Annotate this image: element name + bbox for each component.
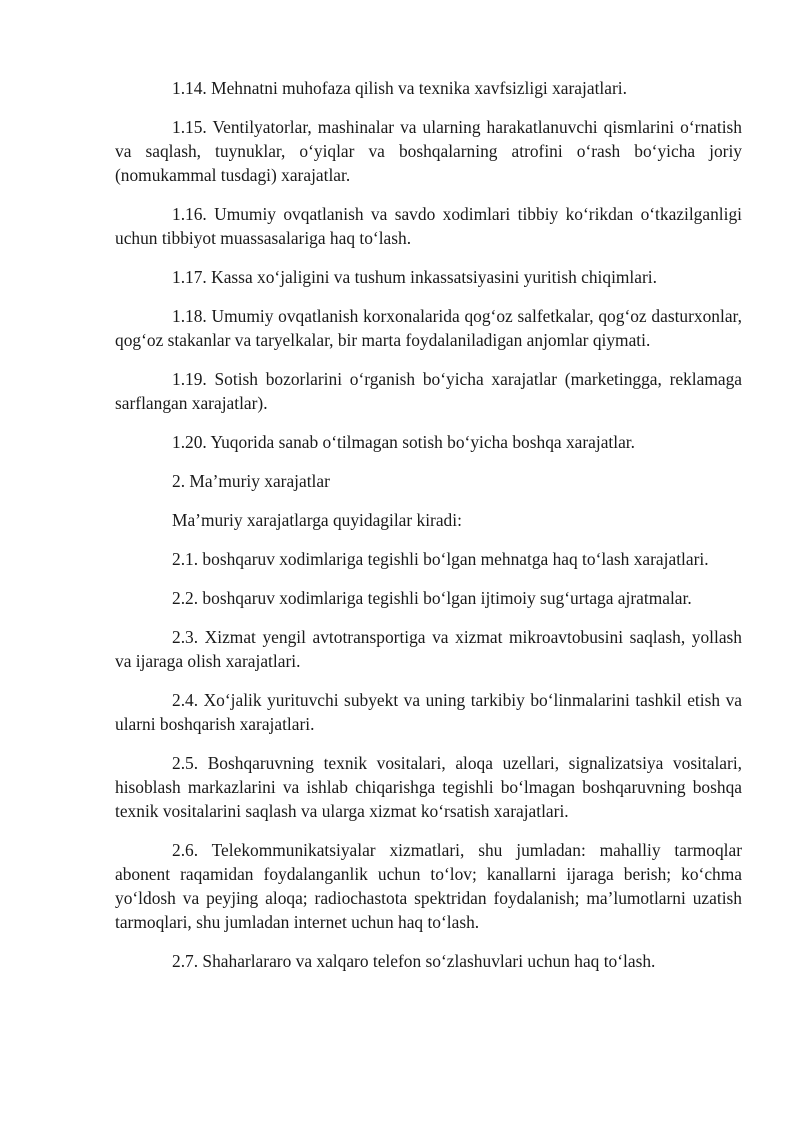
paragraph-1-16: 1.16. Umumiy ovqatlanish va savdo xodimlari tibbiy ko‘rikdan o‘tkazilganligi uchun tibbiyot muassasalariga haq to‘lash. — [115, 204, 742, 248]
paragraph-1-14: 1.14. Mehnatni muhofaza qilish va texnika xavfsizligi xarajatlari. — [172, 78, 627, 98]
section-intro: Ma’muriy xarajatlarga quyidagilar kiradi: — [172, 510, 462, 530]
paragraph-1-19: 1.19. Sotish bozorlarini o‘rganish bo‘yicha xarajatlar (marketingga, reklamaga sarflangan xarajatlar). — [115, 369, 742, 413]
paragraph-1-17: 1.17. Kassa xo‘jaligini va tushum inkassatsiyasini yuritish chiqimlari. — [172, 267, 657, 287]
paragraph-1-15: 1.15. Ventilyatorlar, mashinalar va ularning harakatlanuvchi qismlarini o‘rnatish va saqlash, tuynuklar, o‘yiqlar va boshqalarning atrofini o‘rash bo‘yicha joriy (nomukammal tusdagi) xarajatlar. — [115, 117, 742, 185]
paragraph-2-1: 2.1. boshqaruv xodimlariga tegishli bo‘lgan mehnatga haq to‘lash xarajatlari. — [172, 549, 709, 569]
document-page — [115, 76, 742, 988]
paragraph-2-4: 2.4. Xo‘jalik yurituvchi subyekt va uning tarkibiy bo‘linmalarini tashkil etish va ularni boshqarish xarajatlari. — [115, 690, 742, 734]
paragraph-2-5: 2.5. Boshqaruvning texnik vositalari, aloqa uzellari, signalizatsiya vositalari, hisoblash markazlarini va ishlab chiqarishga tegishli bo‘lmagan boshqaruvning boshqa texnik vositalarini saqlash va ularga xizmat ko‘rsatish xarajatlari. — [115, 753, 742, 821]
paragraph-2-3: 2.3. Xizmat yengil avtotransportiga va xizmat mikroavtobusini saqlash, yollash va ijaraga olish xarajatlari. — [115, 627, 742, 671]
paragraph-1-20: 1.20. Yuqorida sanab o‘tilmagan sotish bo‘yicha boshqa xarajatlar. — [172, 432, 635, 452]
paragraph-2-7: 2.7. Shaharlararo va xalqaro telefon so‘zlashuvlari uchun haq to‘lash. — [172, 951, 656, 971]
section-heading-2: 2. Ma’muriy xarajatlar — [172, 471, 330, 491]
paragraph-2-6: 2.6. Telekommunikatsiyalar xizmatlari, shu jumladan: mahalliy tarmoqlar abonent raqamidan foydalanganlik uchun to‘lov; kanallarni ijaraga berish; ko‘chma yo‘ldosh va peyjing aloqa; radiochastota spektridan foydalanish; ma’lumotlarni uzatish tarmoqlari, shu jumladan internet uchun haq to‘lash. — [115, 840, 742, 932]
paragraph-2-2: 2.2. boshqaruv xodimlariga tegishli bo‘lgan ijtimoiy sug‘urtaga ajratmalar. — [172, 588, 692, 608]
paragraph-1-18: 1.18. Umumiy ovqatlanish korxonalarida qog‘oz salfetkalar, qog‘oz dasturxonlar, qog‘oz stakanlar va taryelkalar, bir marta foydalaniladigan anjomlar qiymati. — [115, 306, 742, 350]
